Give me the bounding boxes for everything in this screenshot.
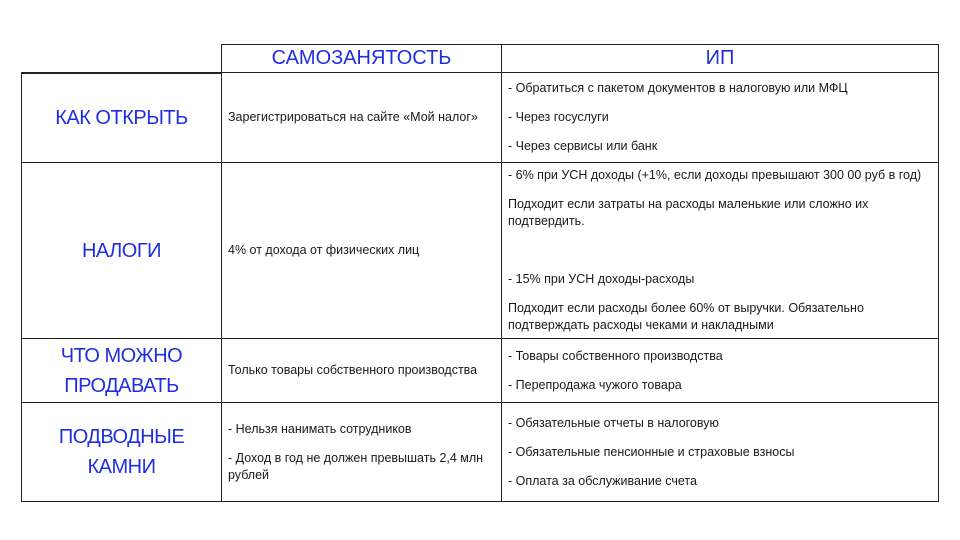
row-label-what-to-sell: ЧТО МОЖНО ПРОДАВАТЬ (21, 339, 222, 403)
row-label-pitfalls: ПОДВОДНЫЕ КАМНИ (21, 403, 222, 502)
ip-pitfalls (502, 403, 939, 502)
row-label-how-to-open: КАК ОТКРЫТЬ (21, 73, 222, 163)
list-item: - 15% при УСН доходы-расходы (508, 272, 695, 286)
list-item: - Обязательные отчеты в налоговую (508, 415, 719, 430)
list-item: - Доход в год не должен превышать 2,4 млн рублей (228, 450, 484, 482)
list-item: - Товары собственного производства (508, 348, 723, 363)
ip-how-to-open (502, 73, 939, 163)
list-item: - Нельзя нанимать сотрудников (228, 421, 412, 436)
header-ip: ИП (502, 44, 939, 73)
list-item: Подходит если расходы более 60% от выручки. Обязательно подтверждать расходы чеками и накладными (508, 301, 864, 332)
ip-what-to-sell (502, 339, 939, 403)
list-item: Подходит если затраты на расходы маленькие или сложно их подтвердить. (508, 197, 869, 228)
self-what-to-sell: Только товары собственного производства (222, 339, 502, 403)
table-corner-empty (21, 44, 222, 73)
list-item: - Перепродажа чужого товара (508, 377, 682, 392)
list-item: - Обратиться с пакетом документов в налоговую или МФЦ (508, 81, 848, 95)
list-item: - Обязательные пенсионные и страховые взносы (508, 444, 795, 459)
list-item: - Через сервисы или банк (508, 139, 658, 153)
comparison-table (21, 44, 939, 502)
list-item: - Оплата за обслуживание счета (508, 473, 697, 488)
row-label-taxes: НАЛОГИ (21, 163, 222, 339)
self-pitfalls (222, 403, 502, 502)
header-self-employment: САМОЗАНЯТОСТЬ (222, 44, 502, 73)
self-taxes: 4% от дохода от физических лиц (222, 163, 502, 339)
self-how-to-open: Зарегистрироваться на сайте «Мой налог» (222, 73, 502, 163)
list-item: - Через госуслуги (508, 110, 609, 124)
ip-taxes (502, 163, 939, 339)
list-item: - 6% при УСН доходы (+1%, если доходы превышают 300 00 руб в год) (508, 168, 922, 182)
